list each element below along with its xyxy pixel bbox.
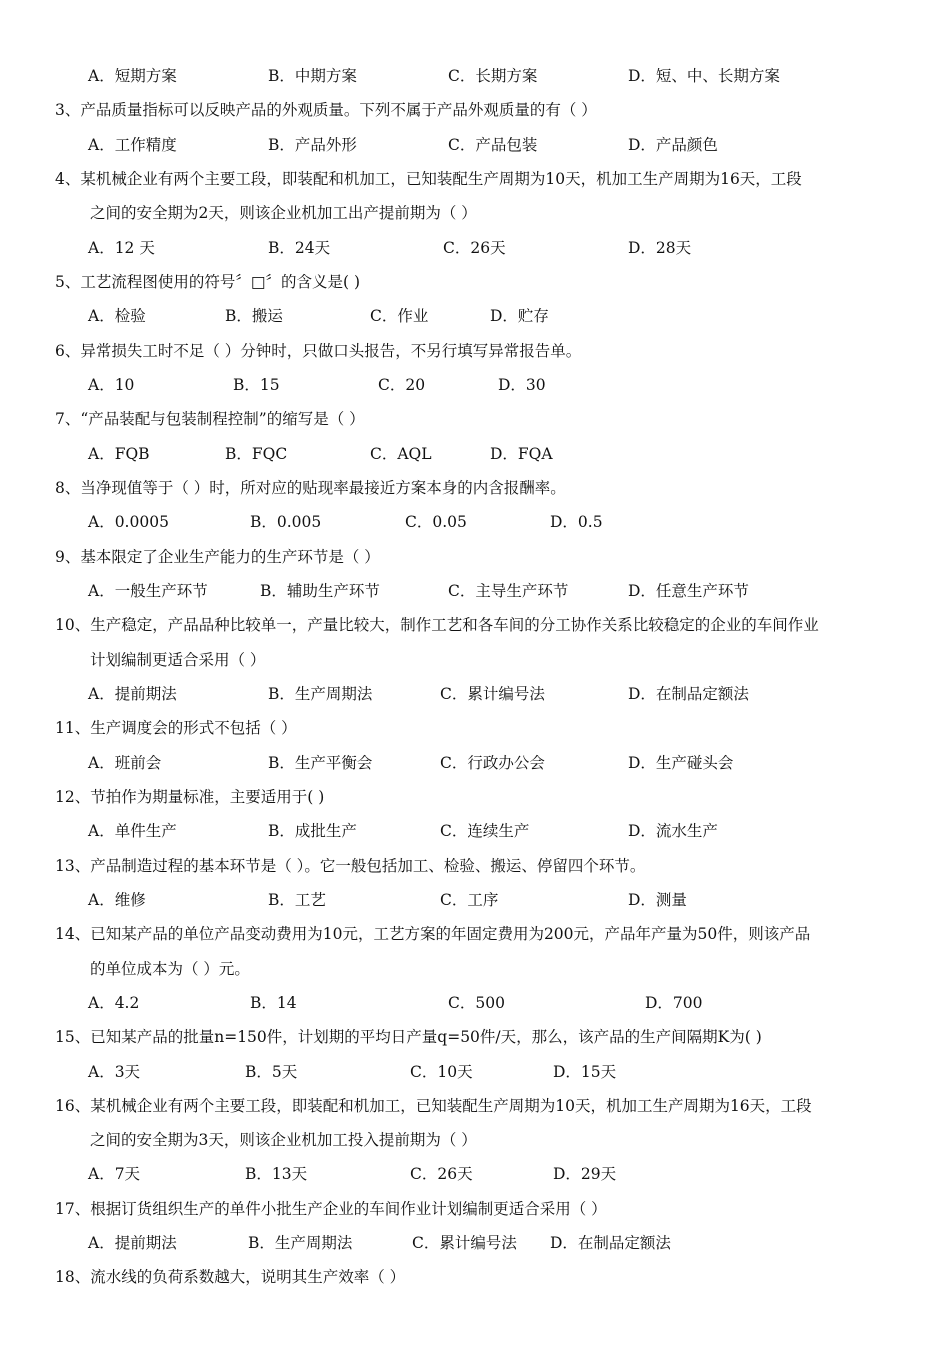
question-text: 15、已知某产品的批量n=150件，计划期的平均日产量q=50件/天，那么，该产品的生产间隔期K为( ): [55, 1028, 762, 1046]
question-text: 8、当净现值等于（ ）时，所对应的贴现率最接近方案本身的内含报酬率。: [55, 479, 566, 497]
answer-option: A．提前期法: [88, 685, 177, 703]
answer-option: B．0.005: [250, 513, 322, 531]
answer-option: C．连续生产: [440, 822, 530, 840]
answer-option: C．AQL: [370, 445, 432, 463]
answer-option: D．生产碰头会: [628, 754, 734, 772]
answer-option: D．流水生产: [628, 822, 718, 840]
answer-option: C．主导生产环节: [448, 582, 569, 600]
answer-option: A．提前期法: [88, 1234, 177, 1252]
answer-option: B．14: [250, 994, 297, 1012]
answer-option: A．10: [88, 376, 135, 394]
question-text: 10、生产稳定，产品品种比较单一，产量比较大，制作工艺和各车间的分工协作关系比较稳定的企业的车间作业: [55, 616, 819, 634]
answer-option: B．13天: [245, 1165, 308, 1183]
answer-option: A．维修: [88, 891, 146, 909]
question-text: 13、产品制造过程的基本环节是（ ）。它一般包括加工、检验、搬运、停留四个环节。: [55, 857, 646, 875]
answer-option: B．搬运: [225, 307, 283, 325]
question-text: 11、生产调度会的形式不包括（ ）: [55, 719, 297, 737]
answer-option: D．30: [498, 376, 546, 394]
answer-option: B．工艺: [268, 891, 326, 909]
answer-option: A．12 天: [88, 239, 155, 257]
question-text: 6、异常损失工时不足（ ）分钟时，只做口头报告，不另行填写异常报告单。: [55, 342, 582, 360]
question-text-continued: 之间的安全期为3天，则该企业机加工投入提前期为（ ）: [90, 1131, 477, 1149]
answer-option: A．3天: [88, 1063, 141, 1081]
answer-option: C．产品包装: [448, 136, 538, 154]
answer-option: D．任意生产环节: [628, 582, 749, 600]
answer-option: B．成批生产: [268, 822, 357, 840]
answer-option: D．短、中、长期方案: [628, 67, 780, 85]
question-text: 16、某机械企业有两个主要工段，即装配和机加工，已知装配生产周期为10天，机加工生产周期为16天，工段: [55, 1097, 812, 1115]
answer-option: D．贮存: [490, 307, 549, 325]
question-text-continued: 计划编制更适合采用（ ）: [90, 651, 266, 669]
answer-option: B．产品外形: [268, 136, 357, 154]
question-text: 12、节拍作为期量标准，主要适用于( ): [55, 788, 325, 806]
question-text: 17、根据订货组织生产的单件小批生产企业的车间作业计划编制更适合采用（ ）: [55, 1200, 607, 1218]
answer-option: C．作业: [370, 307, 429, 325]
answer-option: B．中期方案: [268, 67, 357, 85]
answer-option: A．短期方案: [88, 67, 177, 85]
question-text: 5、工艺流程图使用的符号〞□〞的含义是( ): [55, 273, 361, 291]
answer-option: A．FQB: [88, 445, 150, 463]
answer-option: C．500: [448, 994, 505, 1012]
question-text: 9、基本限定了企业生产能力的生产环节是（ ）: [55, 548, 380, 566]
answer-option: D．0.5: [550, 513, 603, 531]
question-text-continued: 的单位成本为（ ）元。: [90, 960, 250, 978]
answer-option: D．29天: [553, 1165, 617, 1183]
answer-option: B．15: [233, 376, 280, 394]
answer-option: C．26天: [443, 239, 506, 257]
answer-option: A．7天: [88, 1165, 141, 1183]
answer-option: B．辅助生产环节: [260, 582, 380, 600]
answer-option: C．20: [378, 376, 426, 394]
answer-option: B．5天: [245, 1063, 298, 1081]
answer-option: C．10天: [410, 1063, 473, 1081]
answer-option: D．在制品定额法: [550, 1234, 671, 1252]
answer-option: C．累计编号法: [440, 685, 545, 703]
answer-option: D．测量: [628, 891, 687, 909]
answer-option: A．一般生产环节: [88, 582, 208, 600]
answer-option: D．15天: [553, 1063, 617, 1081]
answer-option: D．FQA: [490, 445, 553, 463]
answer-option: D．在制品定额法: [628, 685, 749, 703]
question-text-continued: 之间的安全期为2天，则该企业机加工出产提前期为（ ）: [90, 204, 477, 222]
answer-option: A．班前会: [88, 754, 162, 772]
question-text: 4、某机械企业有两个主要工段，即装配和机加工，已知装配生产周期为10天，机加工生产周期为16天，工段: [55, 170, 802, 188]
answer-option: C．工序: [440, 891, 499, 909]
answer-option: C．0.05: [405, 513, 467, 531]
question-text: 7、“产品装配与包装制程控制”的缩写是（ ）: [55, 410, 365, 428]
answer-option: B．FQC: [225, 445, 288, 463]
answer-option: A．工作精度: [88, 136, 177, 154]
answer-option: B．生产周期法: [248, 1234, 353, 1252]
question-text: 18、流水线的负荷系数越大，说明其生产效率（ ）: [55, 1268, 406, 1286]
answer-option: D．产品颜色: [628, 136, 718, 154]
answer-option: B．24天: [268, 239, 331, 257]
answer-option: C．26天: [410, 1165, 473, 1183]
answer-option: A．0.0005: [88, 513, 169, 531]
question-text: 3、产品质量指标可以反映产品的外观质量。下列不属于产品外观质量的有（ ）: [55, 101, 597, 119]
answer-option: D．28天: [628, 239, 692, 257]
answer-option: A．单件生产: [88, 822, 177, 840]
question-text: 14、已知某产品的单位产品变动费用为10元，工艺方案的年固定费用为200元，产品年产量为50件，则该产品: [55, 925, 811, 943]
answer-option: C．行政办公会: [440, 754, 545, 772]
answer-option: A．检验: [88, 307, 146, 325]
answer-option: C．长期方案: [448, 67, 538, 85]
answer-option: A．4.2: [88, 994, 140, 1012]
answer-option: D．700: [645, 994, 703, 1012]
answer-option: B．生产平衡会: [268, 754, 373, 772]
answer-option: C．累计编号法: [412, 1234, 517, 1252]
answer-option: B．生产周期法: [268, 685, 373, 703]
